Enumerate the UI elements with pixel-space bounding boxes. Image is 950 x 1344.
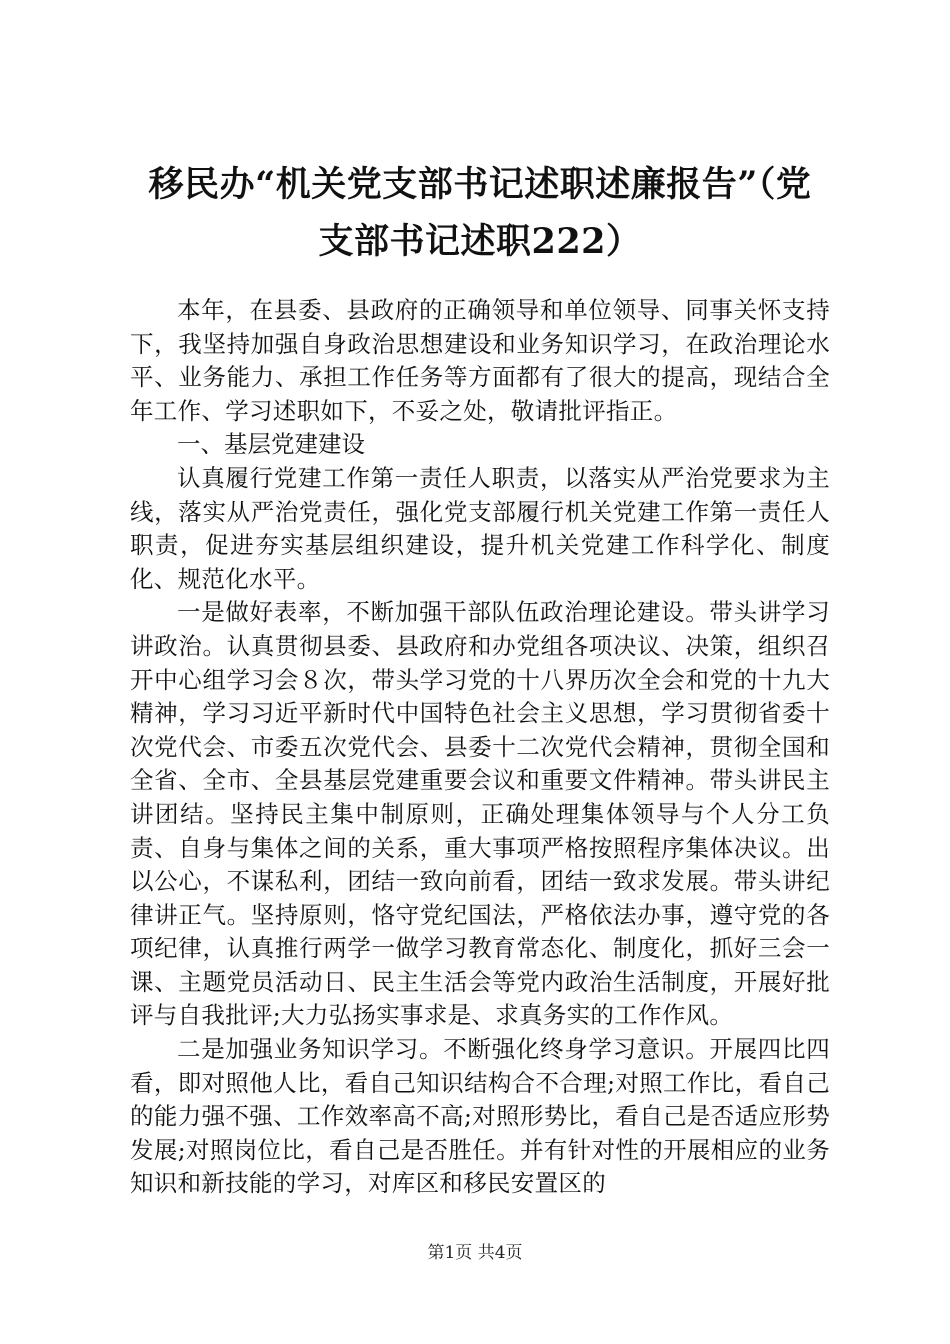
document-body: [130, 294, 830, 1201]
title-line-2: 支部书记述职222）: [318, 221, 642, 262]
title-line-1: 移民办“机关党支部书记述职述廉报告”（党: [148, 164, 812, 205]
document-title: [120, 156, 840, 270]
point-two-paragraph: 二是加强业务知识学习。不断强化终身学习意识。开展四比四看，即对照他人比，看自己知识结构合不合理;对照工作比，看自己的能力强不强、工作效率高不高;对照形势比，看自己是否适应形势发展;对照岗位比，看自己是否胜任。并有针对性的开展相应的业务知识和新技能的学习，对库区和移民安置区的: [130, 1035, 830, 1198]
intro-paragraph: 本年，在县委、县政府的正确领导和单位领导、同事关怀支持下，我坚持加强自身政治思想建设和业务知识学习，在政治理论水平、业务能力、承担工作任务等方面都有了很大的提高，现结合全年工作、学习述职如下，不妥之处，敬请批评指正。: [130, 296, 830, 425]
point-one-paragraph: 一是做好表率，不断加强干部队伍政治理论建设。带头讲学习讲政治。认真贯彻县委、县政府和办党组各项决议、决策，组织召开中心组学习会８次，带头学习党的十八界历次全会和党的十九大精神，学习习近平新时代中国特色社会主义思想，学习贯彻省委十次党代会、市委五次党代会、县委十二次党代会精神，贯彻全国和全省、全市、全县基层党建重要会议和重要文件精神。带头讲民主讲团结。坚持民主集中制原则，正确处理集体领导与个人分工负责、自身与集体之间的关系，重大事项严格按照程序集体决议。出以公心，不谋私利，团结一致向前看，团结一致求发展。带头讲纪律讲正气。坚持原则，恪守党纪国法，严格依法办事，遵守党的各项纪律，认真推行两学一做学习教育常态化、制度化，抓好三会一课、主题党员活动日、民主生活会等党内政治生活制度，开展好批评与自我批评;大力弘扬实事求是、求真务实的工作作风。: [130, 598, 830, 1030]
page-number-footer: 第1页 共4页: [427, 1243, 523, 1263]
section1-paragraph: 认真履行党建工作第一责任人职责，以落实从严治党要求为主线，落实从严治党责任，强化党支部履行机关党建工作第一责任人职责，促进夯实基层组织建设，提升机关党建工作科学化、制度化、规范化水平。: [130, 463, 830, 593]
section-heading-1: 一、基层党建建设: [177, 430, 365, 459]
